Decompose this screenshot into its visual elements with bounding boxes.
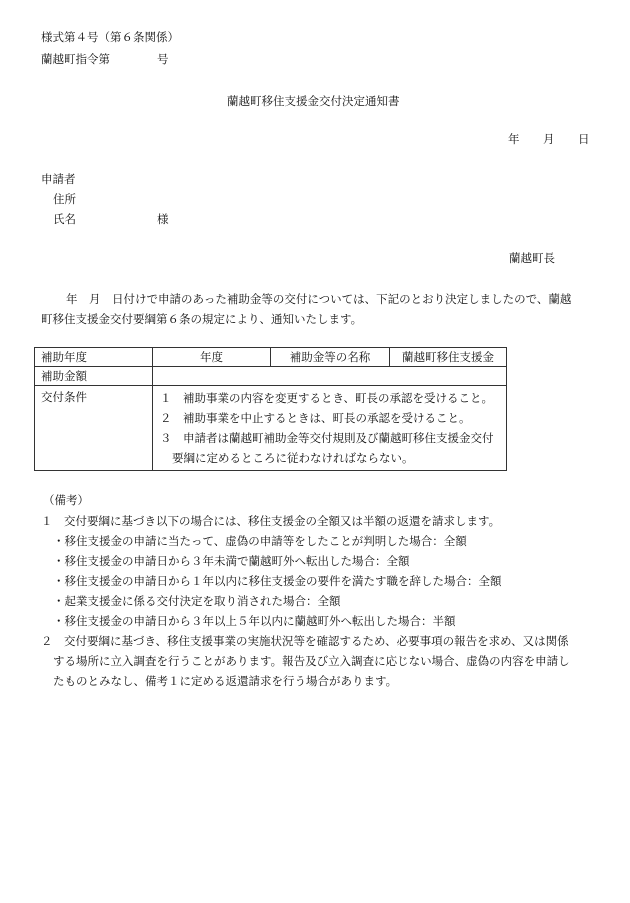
conditions-label: 交付条件	[35, 386, 153, 471]
body-line-1: 年 月 日付けで申請のあった補助金等の交付については、下記のとおり決定しましたので、蘭越	[66, 292, 572, 306]
amount-value	[153, 367, 507, 386]
document-title: 蘭越町移住支援金交付決定通知書	[227, 94, 400, 108]
remarks-heading: （備考）	[43, 493, 89, 507]
remarks-item-1: １ 交付要綱に基づき以下の場合には、移住支援金の全額又は半額の返還を請求します。	[41, 514, 501, 528]
honorific: 様	[157, 212, 169, 226]
date-month: 月	[543, 132, 555, 146]
applicant-heading: 申請者	[41, 172, 76, 186]
fiscal-year-value: 年度	[153, 348, 271, 367]
remarks-item-2-line: ２ 交付要綱に基づき、移住支援事業の実施状況等を確認するため、必要事項の報告を求め、又は関係	[41, 634, 569, 648]
body-line-2: 町移住支援金交付要綱第６条の規定により、通知いたします。	[41, 312, 363, 326]
form-number: 様式第４号（第６条関係）	[41, 30, 179, 44]
subsidy-name-value: 蘭越町移住支援金	[390, 348, 507, 367]
amount-label: 補助金額	[35, 367, 153, 386]
remarks-bullet: ・移住支援金の申請日から３年未満で蘭越町外へ転出した場合：全額	[53, 554, 410, 568]
condition-item: ３ 申請者は蘭越町補助金等交付規則及び蘭越町移住支援金交付	[160, 431, 494, 445]
remarks-item-2-line: たものとみなし、備考１に定める返還請求を行う場合があります。	[53, 674, 398, 688]
date-day: 日	[578, 132, 590, 146]
condition-item: ２ 補助事業を中止するときは、町長の承認を受けること。	[160, 411, 471, 425]
condition-item: １ 補助事業の内容を変更するとき、町長の承認を受けること。	[160, 391, 494, 405]
conditions-cell	[153, 386, 507, 471]
directive-label: 蘭越町指令第	[41, 52, 110, 66]
fiscal-year-label: 補助年度	[35, 348, 153, 367]
remarks-bullet: ・起業支援金に係る交付決定を取り消された場合：全額	[53, 594, 341, 608]
subsidy-name-label: 補助金等の名称	[271, 348, 390, 367]
name-label: 氏名	[53, 212, 76, 226]
address-label: 住所	[53, 192, 76, 206]
condition-item: 要綱に定めるところに従わなければならない。	[172, 451, 414, 465]
remarks-bullet: ・移住支援金の申請に当たって、虚偽の申請等をしたことが判明した場合：全額	[53, 534, 467, 548]
remarks-bullet: ・移住支援金の申請日から３年以上５年以内に蘭越町外へ転出した場合：半額	[53, 614, 456, 628]
directive-suffix: 号	[157, 52, 169, 66]
subsidy-info-table	[34, 347, 507, 471]
remarks-bullet: ・移住支援金の申請日から１年以内に移住支援金の要件を満たす職を辞した場合：全額	[53, 574, 502, 588]
issuer: 蘭越町長	[509, 251, 555, 265]
date-year: 年	[508, 132, 520, 146]
remarks-item-2-line: する場所に立入調査を行うことがあります。報告及び立入調査に応じない場合、虚偽の内容を申請し	[53, 654, 570, 668]
